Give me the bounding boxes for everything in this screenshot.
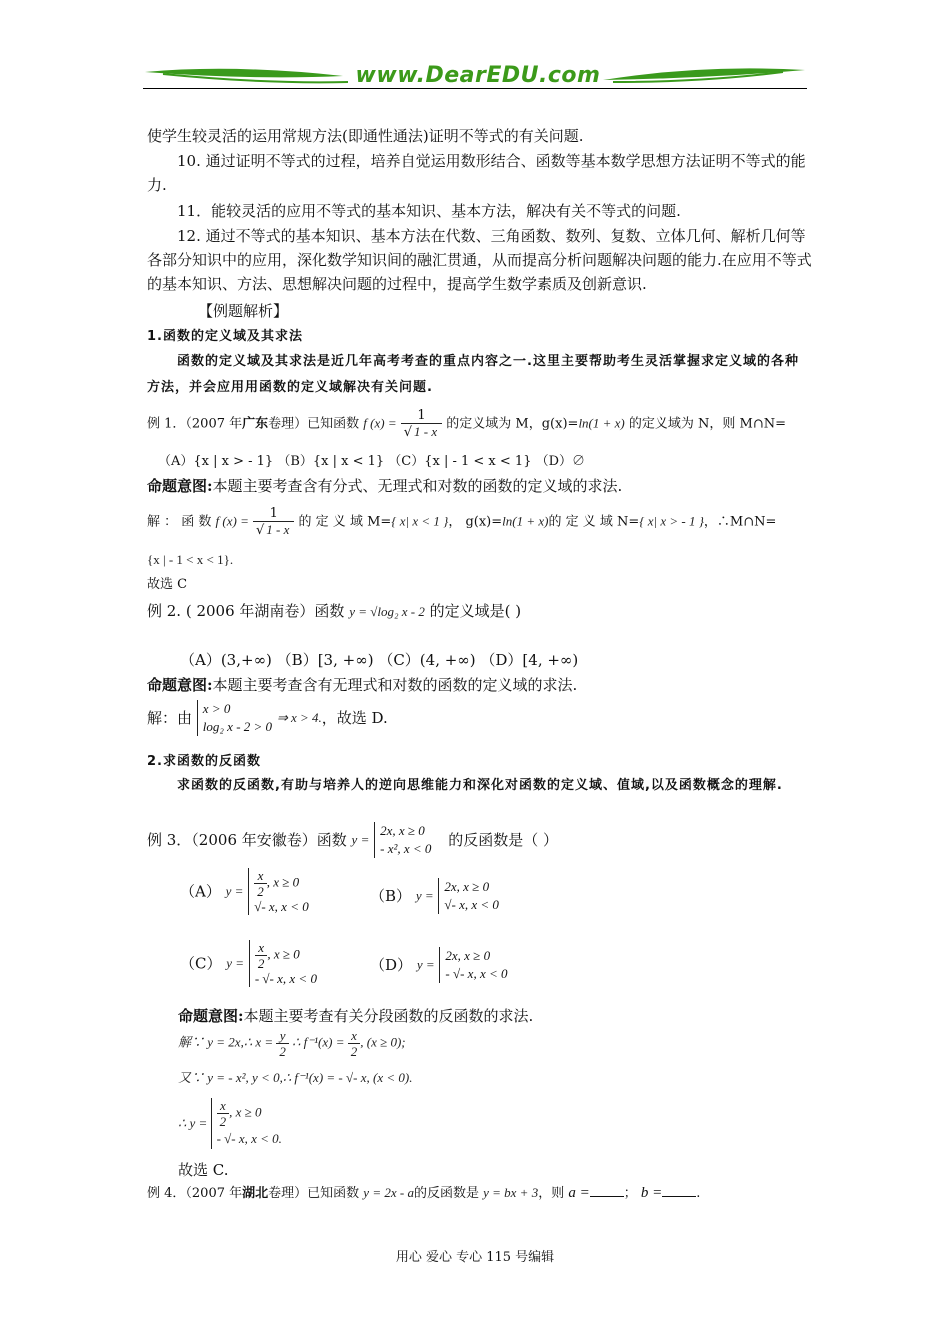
- ex1-ln: ln(1 + x): [578, 415, 625, 431]
- example-3-question: 例 3．（2006 年安徽卷）函数 y = 2x, x ≥ 0 - x², x < 0 的反函数是（ ）: [147, 823, 558, 856]
- example-1-intent: 命题意图:本题主要考查含有分式、无理式和对数的函数的定义域的求法.: [147, 477, 623, 495]
- goal-10: 10. 通过证明不等式的过程，培养自觉运用数形结合、函数等基本数学思想方法证明不等式的能力.: [147, 152, 806, 194]
- answer-blank-a[interactable]: [590, 1184, 624, 1197]
- example-2-solution: 解：由 x > 0 log₂ x - 2 > 0 ⇒ x > 4.，故选 D.: [147, 701, 388, 734]
- example-3-solution-1: 解∵ y = 2x,∴ x = $\frac{y}{2}$ ∴ f⁻¹(x) = $\frac{x}{2}$ , (x ≥ 0);: [178, 1028, 406, 1059]
- ex2-formula: y = √log₂ x - 2: [349, 604, 425, 619]
- ex2-system: x > 0 log₂ x - 2 > 0: [197, 700, 272, 736]
- answer-blank-b[interactable]: [662, 1184, 696, 1197]
- example-1-answer: 故选 C: [147, 577, 188, 592]
- example-3-intent: 命题意图:本题主要考查有关分段函数的反函数的求法.: [178, 1007, 534, 1025]
- page-footer: 用心 爱心 专心 115 号编辑: [395, 1250, 555, 1265]
- example-2-intent: 命题意图:本题主要考查含有无理式和对数的函数的定义域的求法.: [147, 676, 578, 694]
- ex1-source: 广东: [242, 416, 269, 432]
- section-2-desc: 求函数的反函数,有助与培养人的逆向思维能力和深化对函数的定义域、值域,以及函数概念的理解.: [177, 778, 783, 793]
- section-heading: 【例题解析】: [198, 302, 289, 320]
- ex1-fx: f (x) =: [363, 415, 397, 431]
- ex1-fraction: $\frac{1}{√ 1 - x}$: [401, 408, 442, 440]
- ex1-tail: 的定义域为 N，则 M∩N=: [628, 416, 787, 432]
- option-a: （A） y = $\frac{x}{2}$ , x ≥ 0 √- x, x < 0: [180, 868, 309, 914]
- header-rule: [143, 88, 807, 89]
- example-2-question: 例 2. ( 2006 年湖南卷）函数 y = √log₂ x - 2 的定义域是( ): [147, 602, 522, 620]
- option-b: （B） y = 2x, x ≥ 0 √- x, x < 0: [370, 879, 499, 912]
- example-3-solution-3: ∴ y = $\frac{x}{2}$ , x ≥ 0 - √- x, x < 0.: [178, 1098, 778, 1149]
- example-4-question: 例 4．（2007 年湖北卷理）已知函数 y = 2x - a的反函数是 y = bx + 3，则 a = ； b = .: [147, 1185, 701, 1201]
- section-2-title: 2.求函数的反函数: [147, 754, 261, 769]
- section-1-desc: 函数的定义域及其求法是近几年高考考查的重点内容之一.这里主要帮助考生灵活掌握求定义域的各种方法，并会应用用函数的定义域解决有关问题.: [147, 354, 799, 395]
- goal-12: 12. 通过不等式的基本知识、基本方法在代数、三角函数、数列、复数、立体几何、解析几何等各部分知识中的应用，深化数学知识间的融汇贯通，从而提高分析问题解决问题的能力.在应用不等式的基本知识、方法、思想解决问题的过程中，提高学生数学素质及创新意识.: [147, 227, 812, 293]
- ex1-after: 的定义域为 M，g(x)=: [446, 416, 579, 432]
- ex1-lead: 例 1．（2007 年: [147, 416, 243, 432]
- intro-line: 使学生较灵活的运用常规方法(即通性通法)证明不等式的有关问题.: [147, 127, 584, 145]
- example-1-result: {x | - 1 < x < 1}.: [147, 552, 234, 567]
- ex3-piecewise: 2x, x ≥ 0 - x², x < 0: [374, 822, 431, 858]
- example-1-choices: （A）{x | x > - 1} （B）{x | x < 1} （C）{x | - 1 < x < 1} （D）∅: [158, 454, 586, 469]
- goal-11: 11．能较灵活的应用不等式的基本知识、基本方法，解决有关不等式的问题.: [177, 202, 681, 220]
- option-c: （C） y = $\frac{x}{2}$ , x ≥ 0 - √- x, x < 0: [180, 940, 317, 986]
- example-2-choices: （A）(3,+∞) （B）[3, +∞) （C）(4, +∞) （D）[4, +∞): [180, 651, 579, 669]
- ex1-mid: 卷理）已知函数: [268, 416, 360, 432]
- example-3-answer: 故选 C.: [178, 1161, 229, 1179]
- option-d: （D） y = 2x, x ≥ 0 - √- x, x < 0: [370, 948, 508, 981]
- example-1-solution: 解 ： 函 数 f (x) = $\frac{1}{√ 1 - x}$ 的 定 义 域 M={ x| x < 1 }， g(x)=ln(1 + x)的 定 义 域 N={ x| x > - 1 }，∴M∩N=: [147, 506, 777, 538]
- example-1-question: [147, 408, 812, 440]
- page-header: [143, 58, 807, 92]
- example-3-solution-2: 又∵ y = - x², y < 0,∴ f⁻¹(x) = - √- x, (x < 0).: [178, 1070, 413, 1085]
- section-1-title: 1.函数的定义域及其求法: [147, 329, 303, 344]
- site-brand: www.DearEDU.com: [355, 63, 601, 88]
